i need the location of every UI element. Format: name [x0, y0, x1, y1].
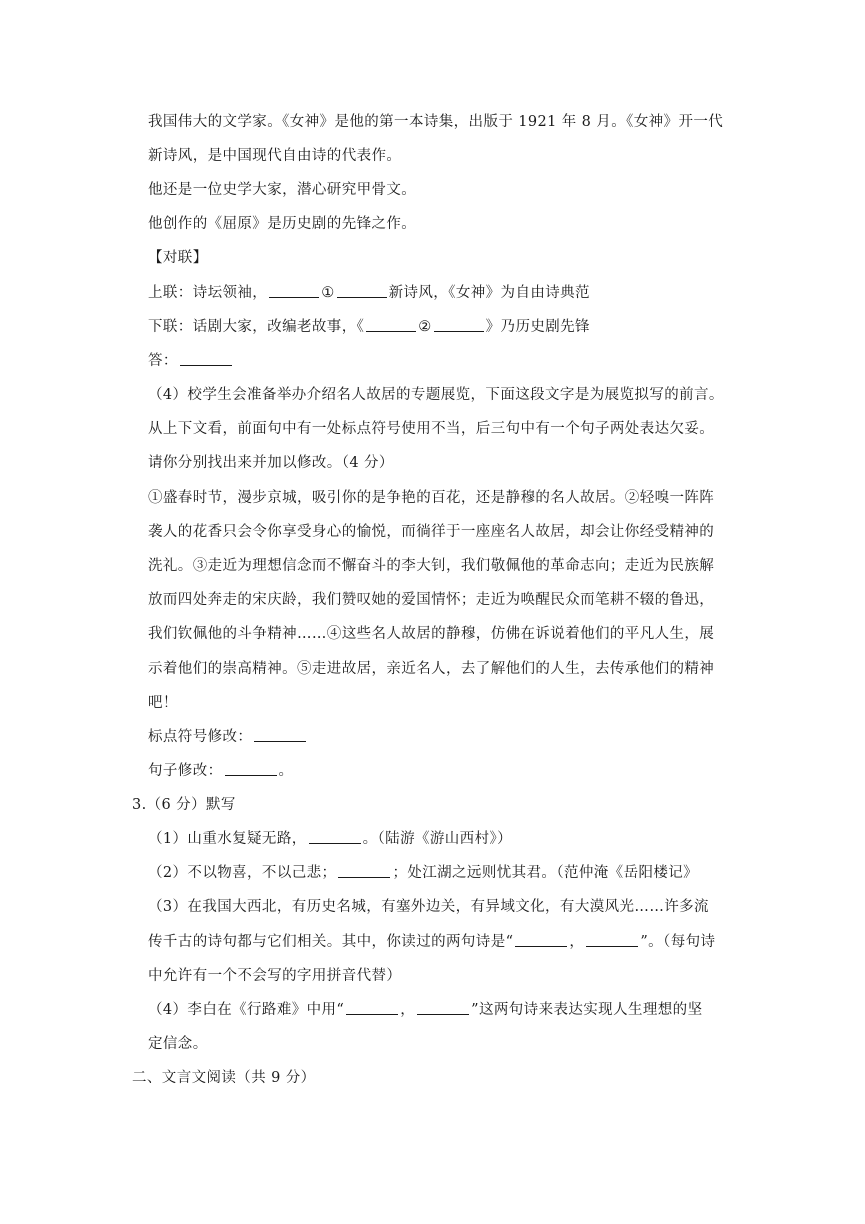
couplet-lower-suffix: 》乃历史剧先锋	[485, 319, 590, 335]
answer-blank[interactable]	[337, 283, 387, 298]
couplet-answer	[148, 351, 234, 371]
section-2-title: 二、文言文阅读（共 9 分）	[132, 1070, 316, 1086]
passage-line: 示着他们的崇高精神。⑤走进故居，亲近名人，去了解他们的人生，去传承他们的精神	[148, 661, 715, 677]
answer-blank[interactable]	[515, 932, 567, 947]
couplet-upper-prefix: 上联：诗坛领袖，	[148, 285, 268, 301]
answer-blank[interactable]	[366, 317, 416, 332]
intro-line: 他创作的《屈原》是历史剧的先锋之作。	[148, 216, 417, 232]
q3-item-4-prefix: （4）李白在《行路难》中用“	[148, 1002, 345, 1018]
answer-label: 答：	[148, 353, 178, 369]
q3-item-4-suffix: ”这两句诗来表达实现人生理想的坚	[471, 1002, 703, 1018]
comma: ，	[569, 934, 585, 950]
q3-item-4	[148, 1000, 702, 1020]
answer-blank[interactable]	[309, 829, 361, 844]
answer-blank[interactable]	[269, 283, 319, 298]
answer-blank[interactable]	[225, 761, 277, 776]
passage-line: 袭人的花香只会令你享受身心的愉悦，而徜徉于一座座名人故居，却会让你经受精神的	[148, 524, 715, 540]
q3-item-1-suffix: 。（陆游《游山西村》）	[362, 831, 513, 847]
blank-number: ①	[321, 285, 335, 301]
punct-fix	[148, 727, 308, 747]
intro-line: 我国伟大的文学家。《女神》是他的第一本诗集，出版于 1921 年 8 月。《女神》开一代	[148, 114, 724, 130]
q4-stem: 从上下文看，前面句中有一处标点符号使用不当，后三句中有一个句子两处表达欠妥。	[148, 421, 715, 437]
answer-blank[interactable]	[417, 1000, 469, 1015]
answer-blank[interactable]	[586, 932, 638, 947]
couplet-upper	[148, 283, 590, 303]
q3-item-2-suffix: ；处江湖之远则忧其君。（范仲淹《岳阳楼记》	[392, 865, 699, 881]
q3-item-2-prefix: （2）不以物喜，不以己悲；	[148, 865, 337, 881]
q3-item-3-prefix: 传千古的诗句都与它们相关。其中，你读过的两句诗是“	[148, 934, 514, 950]
passage-line: 洗礼。③走近为理想信念而不懈奋斗的李大钊，我们敬佩他的革命志向；走近为民族解	[148, 558, 715, 574]
q3-item-2	[148, 863, 698, 883]
couplet-heading: 【对联】	[148, 250, 208, 266]
couplet-lower-prefix: 下联：话剧大家，改编老故事，《	[148, 319, 365, 335]
sentence-end: 。	[278, 763, 294, 779]
answer-blank[interactable]	[180, 351, 232, 366]
passage-line: 我们钦佩他的斗争精神……④这些名人故居的静穆，仿佛在诉说着他们的平凡人生，展	[148, 626, 715, 642]
q3-item-3-suffix: ”。（每句诗	[640, 934, 716, 950]
answer-blank[interactable]	[434, 317, 484, 332]
q3-item-1-prefix: （1）山重水复疑无路，	[148, 831, 307, 847]
q3-item-3-line3: 中允许有一个不会写的字用拼音代替）	[148, 968, 402, 984]
intro-line: 他还是一位史学大家，潜心研究甲骨文。	[148, 182, 417, 198]
comma: ，	[400, 1002, 416, 1018]
intro-line: 新诗风，是中国现代自由诗的代表作。	[148, 148, 402, 164]
question-3-title: 3.（6 分）默写	[132, 797, 236, 813]
sentence-fix-label: 句子修改：	[148, 763, 223, 779]
answer-blank[interactable]	[338, 863, 390, 878]
passage-line: 吧！	[148, 695, 178, 711]
passage-line: ①盛春时节，漫步京城，吸引你的是争艳的百花，还是静穆的名人故居。②轻嗅一阵阵	[148, 490, 715, 506]
q3-item-4-line2: 定信念。	[148, 1036, 208, 1052]
couplet-upper-suffix: 新诗风，《女神》为自由诗典范	[388, 285, 590, 301]
passage-line: 放而四处奔走的宋庆龄，我们赞叹她的爱国情怀；走近为唤醒民众而笔耕不辍的鲁迅，	[148, 592, 715, 608]
q4-stem: （4）校学生会准备举办介绍名人故居的专题展览，下面这段文字是为展览拟写的前言。	[148, 387, 724, 403]
q3-item-1	[148, 829, 512, 849]
punct-fix-label: 标点符号修改：	[148, 729, 253, 745]
couplet-lower	[148, 317, 590, 337]
answer-blank[interactable]	[346, 1000, 398, 1015]
q4-stem: 请你分别找出来并加以修改。（4 分）	[148, 455, 394, 471]
blank-number: ②	[418, 319, 432, 335]
sentence-fix	[148, 761, 293, 781]
q3-item-3: （3）在我国大西北，有历史名城，有塞外边关，有异域文化，有大漠风光……许多流	[148, 899, 709, 915]
answer-blank[interactable]	[254, 727, 306, 742]
q3-item-3-line2	[148, 932, 715, 952]
